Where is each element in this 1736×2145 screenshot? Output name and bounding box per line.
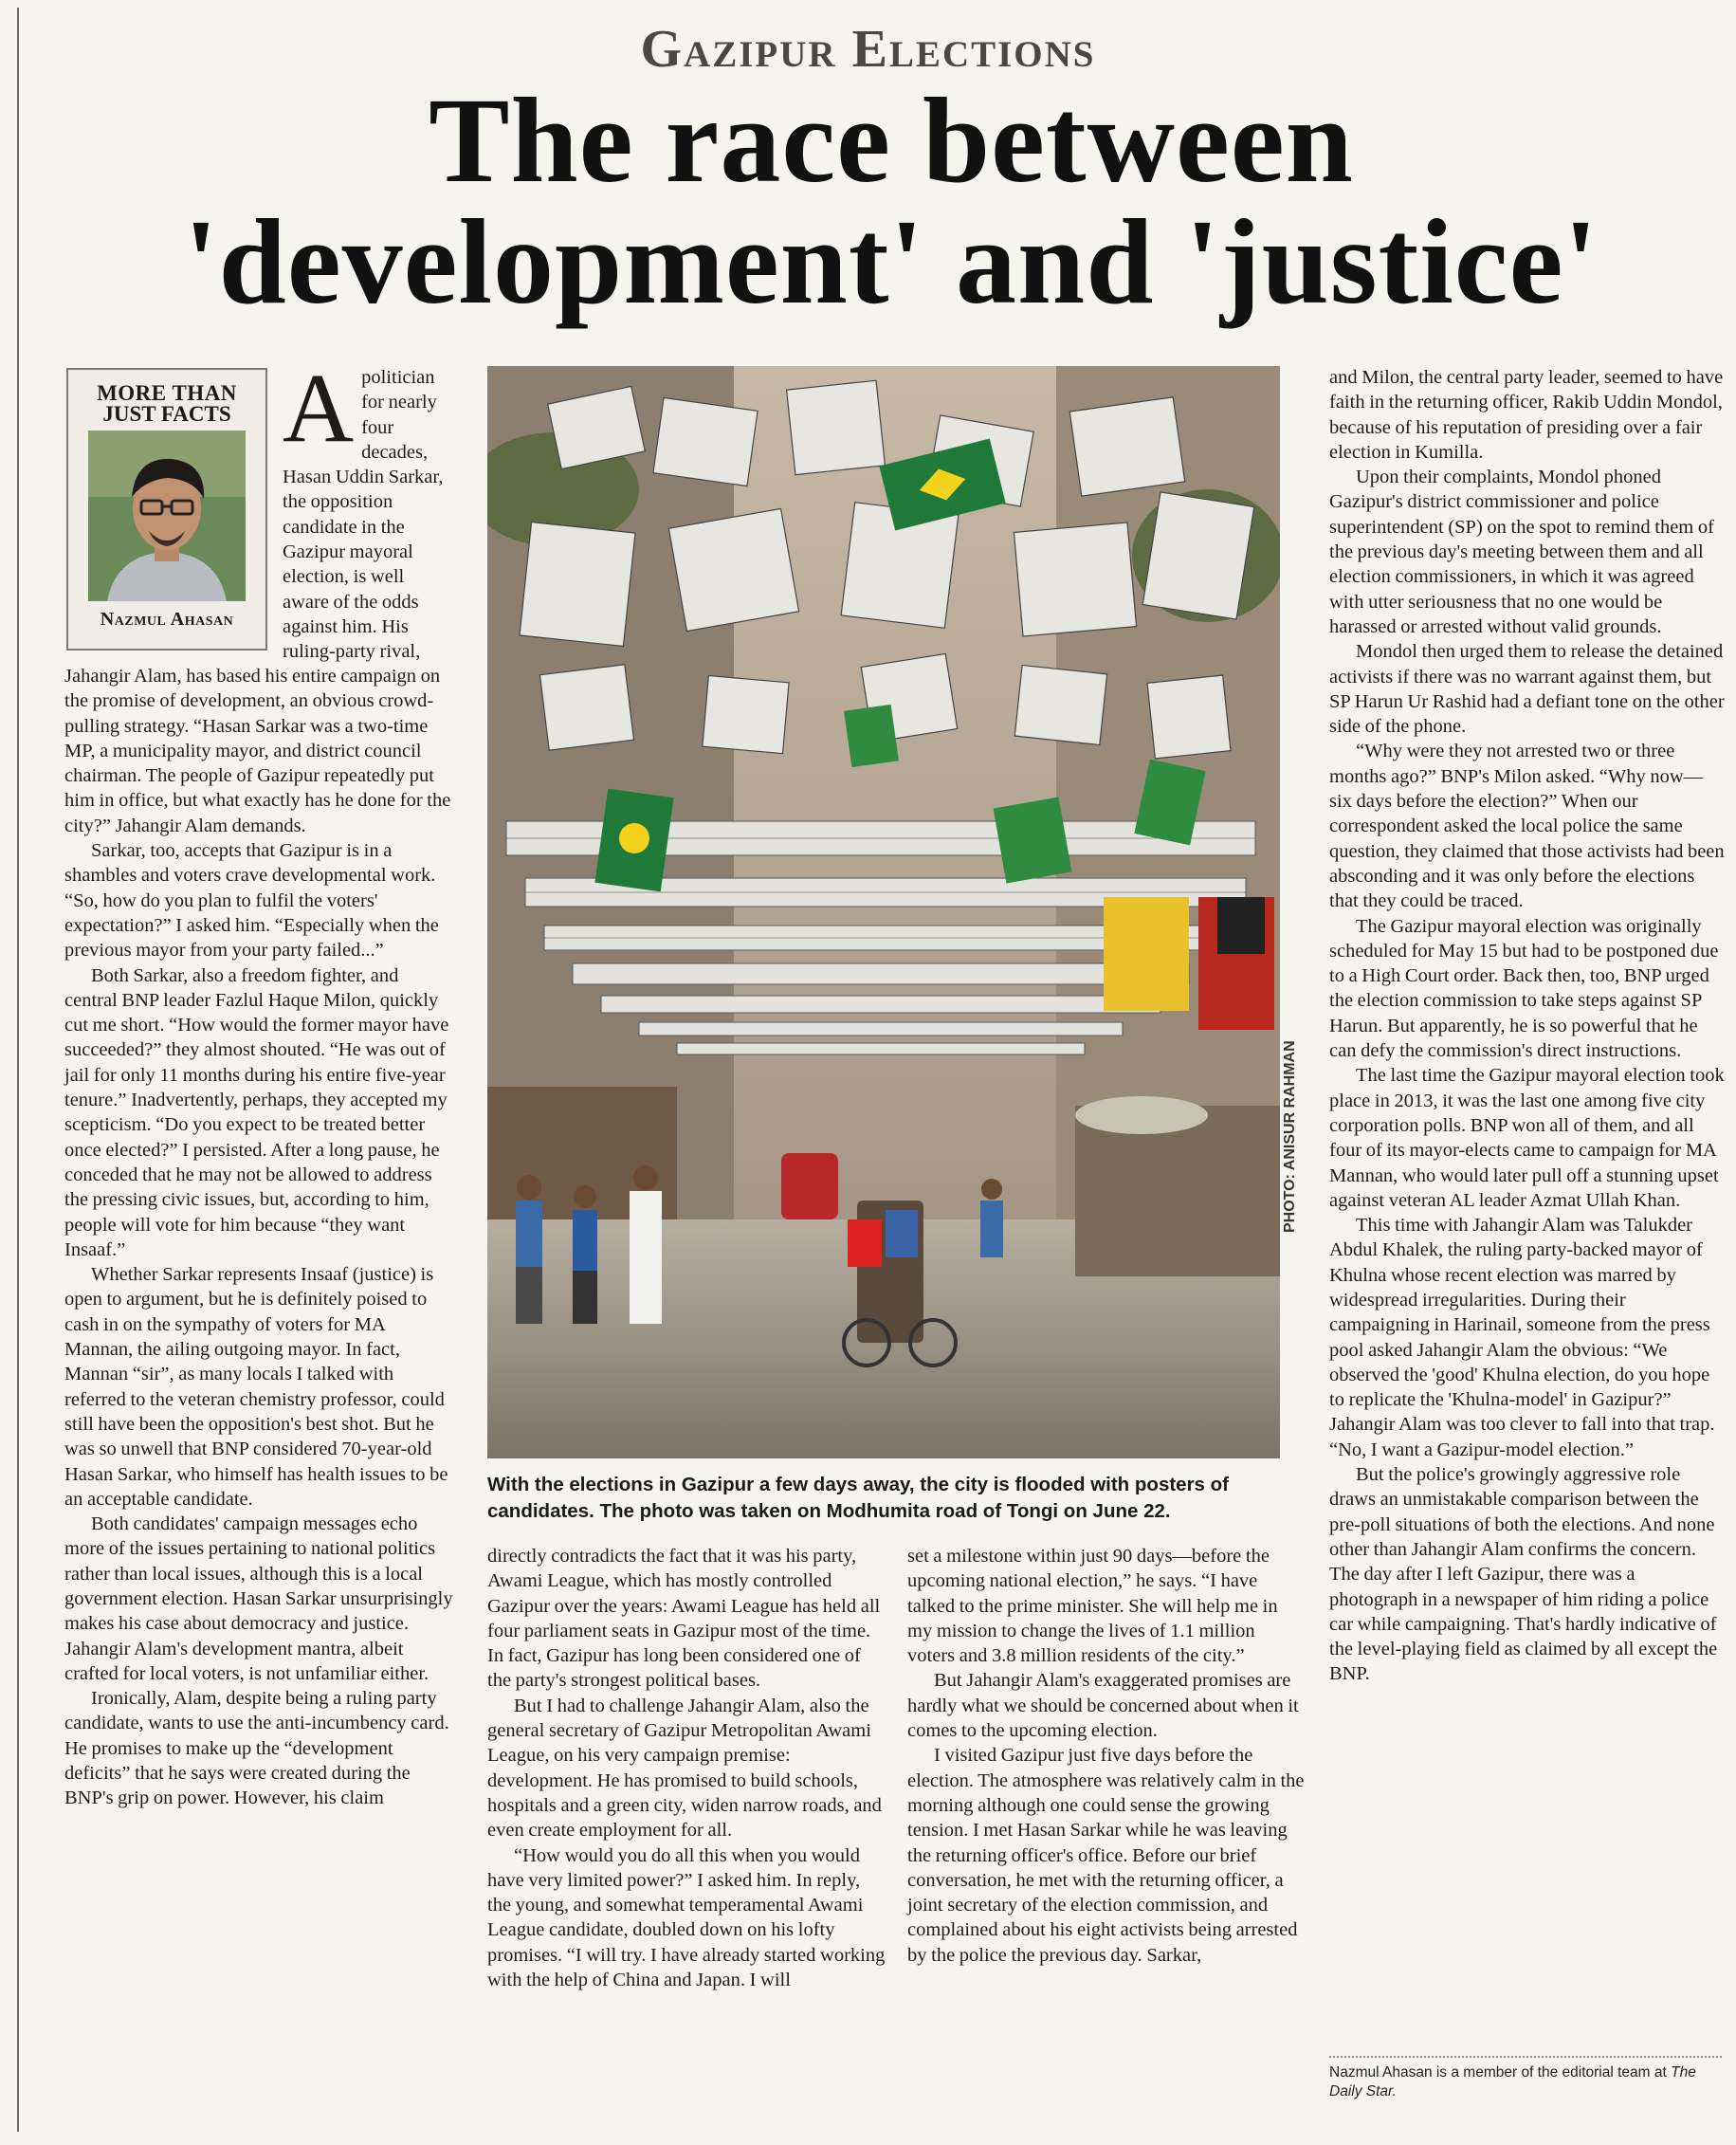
author-box bbox=[66, 368, 267, 651]
footnote-publication: The Daily Star. bbox=[1329, 2064, 1696, 2099]
author-portrait bbox=[88, 431, 246, 601]
author-footnote bbox=[1329, 2063, 1726, 2101]
article-column-4 bbox=[1329, 365, 1726, 1687]
author-tag-line-1: MORE THAN bbox=[97, 381, 237, 405]
paragraph-4: Whether Sarkar represents Insaaf (justice) is open to argument, but he is definitely poised to cash in on the sympathy of voters for MA Mannan, the ailing outgoing mayor. In fact, Mannan “sir”, as many locals I talked with referred to the veteran chemistry professor, could still have been the opposition's best shot. But he was so unwell that BNP considered 70-year-old Hasan Sarkar, who himself has health issues to be an acceptable candidate. bbox=[64, 1264, 448, 1510]
headline-line-1: The race between bbox=[429, 73, 1354, 208]
author-tag-line-2: JUST FACTS bbox=[102, 402, 231, 426]
paragraph-6: Ironically, Alam, despite being a ruling party candidate, wants to use the anti-incumbency card. He promises to make up the “development deficits” that he says were created during the BNP's grip on power. However, his claim bbox=[64, 1688, 449, 1809]
section-kicker: Gazipur Elections bbox=[640, 20, 1096, 79]
column-rule bbox=[17, 8, 19, 2132]
column-2-paragraph-3: “How would you do all this when you would have very limited power?” I asked him. In reply, the young, and somewhat temperamental Awami League candidate, doubled down on his lofty promises. “I will try. I have already started working with the help of China and Japan. I will bbox=[487, 1844, 886, 1991]
column-4-paragraph-5: The Gazipur mayoral election was originally scheduled for May 15 but had to be postponed due to a High Court order. Back then, too, BNP urged the election commission to take steps against SP Harun. But apparently, he is so powerful that he can defy the commission's direct instructions. bbox=[1329, 915, 1719, 1062]
column-2-paragraph-1: directly contradicts the fact that it was his party, Awami League, which has mostly controlled Gazipur over the years: Awami League has held all four parliament seats in Gazipur most of the time. In fact, Gazipur has long been considered one of the party's strongest political bases. bbox=[487, 1546, 881, 1692]
column-4-paragraph-4: “Why were they not arrested two or three months ago?” BNP's Milon asked. “Why now—six days before the election?” When our correspondent asked the local police the same question, they claimed that those activists had been absconding and it was only before the elections that they could be traced. bbox=[1329, 741, 1725, 912]
article-column-1 bbox=[64, 664, 453, 1811]
column-4-paragraph-7: This time with Jahangir Alam was Talukder Abdul Khalek, the ruling party-backed mayor of Khulna whose recent election was marred by widespread irregularities. During their campaigning in Harinail, someone from the press pool asked Jahangir Alam the obvious: “We observed the 'good' Khulna election, do you hope to replicate the 'Khulna-model' in Gazipur?” Jahangir Alam was too clever to fall into that trap. “No, I want a Gazipur-model election.” bbox=[1329, 1215, 1715, 1460]
column-4-paragraph-6: The last time the Gazipur mayoral election took place in 2013, it was the last one among five city corporation polls. BNP won all of them, and all four of its mayor-elects came to campaign for MA Mannan, who would later pull off a stunning upset against veteran AL leader Azmat Ullah Khan. bbox=[1329, 1065, 1725, 1211]
column-4-paragraph-8: But the police's growingly aggressive role draws an unmistakable comparison between the pre-poll situations of both the elections. And none other than Jahangir Alam confirms the concern. The day after I left Gazipur, there was a photograph in a newspaper of him riding a police car while campaigning. That's hardly indicative of the level-playing field as claimed by all except the BNP. bbox=[1329, 1464, 1718, 1685]
column-4-paragraph-3: Mondol then urged them to release the detained activists if there was no warrant against them, but SP Harun Ur Rashid had a defiant tone on the other side of the phone. bbox=[1329, 641, 1725, 738]
column-4-paragraph-1: and Milon, the central party leader, seemed to have faith in the returning officer, Rakib Uddin Mondol, because of his reputation of presiding over a fair election in Kumilla. bbox=[1329, 367, 1724, 463]
photo-credit: PHOTO: ANISUR RAHMAN bbox=[1282, 1040, 1298, 1233]
column-3-paragraph-2: But Jahangir Alam's exaggerated promises are hardly what we should be concerned about when it comes to the upcoming election. bbox=[907, 1670, 1299, 1742]
footnote-text: Nazmul Ahasan is a member of the editorial team at bbox=[1329, 2064, 1667, 2081]
article-column-2 bbox=[487, 1544, 886, 1992]
article-column-3 bbox=[907, 1544, 1306, 1968]
column-3-paragraph-1: set a milestone within just 90 days—before the upcoming national election,” he says. “I have talked to the prime minister. She will help me in my mission to change the lives of 1.1 million voters and 3.8 million residents of the city.” bbox=[907, 1546, 1278, 1667]
paragraph-1-end: Jahangir Alam, has based his entire campaign on the promise of development, an obvious crowd-pulling strategy. “Hasan Sarkar was a two-time MP, a municipality mayor, and district council chairman. The people of Gazipur repeatedly put him in office, but what exactly has he done for the city?” Jahangir Alam demands. bbox=[64, 666, 451, 836]
article-column-1-top bbox=[283, 354, 453, 665]
footer-divider bbox=[1329, 2056, 1722, 2058]
paragraph-5: Both candidates' campaign messages echo more of the issues pertaining to national politics rather than local issues, although this is a local government election. Hasan Sarkar unsurprisingly makes his case about democracy and justice. Jahangir Alam's development mantra, albeit crafted for local voters, is not unfamiliar either. bbox=[64, 1513, 453, 1684]
paragraph-2: Sarkar, too, accepts that Gazipur is in a shambles and voters crave developmental work. “So, how do you plan to fulfil the voters' expectation?” I asked him. “Especially when the previous mayor from your party failed...” bbox=[64, 840, 439, 962]
column-2-paragraph-2: But I had to challenge Jahangir Alam, also the general secretary of Gazipur Metropolitan Awami League, on his very campaign premise: development. He has promised to build schools, hospitals and a green city, widen narrow roads, and even create employment for all. bbox=[487, 1695, 882, 1842]
paragraph-1-start: politician for nearly four decades, Hasan Uddin Sarkar, the opposition candidate in the Gazipur mayoral election, is well aware of the odds against him. His ruling-party rival, bbox=[283, 367, 444, 663]
drop-cap: A bbox=[283, 354, 355, 463]
author-name: Nazmul Ahasan bbox=[100, 609, 234, 630]
column-4-paragraph-2: Upon their complaints, Mondol phoned Gazipur's district commissioner and police superintendent (SP) on the spot to remind them of the previous day's meeting between them and all election commissioners, in which it was agreed with utter seriousness that no one would be harassed or arrested without valid grounds. bbox=[1329, 467, 1714, 637]
headline-line-2: 'development' and 'justice' bbox=[184, 194, 1599, 329]
street-poster-photo bbox=[487, 366, 1280, 1458]
photo-caption: With the elections in Gazipur a few days away, the city is flooded with posters of candidates. The photo was taken on Modhumita road of Tongi on June 22. bbox=[487, 1474, 1229, 1522]
paragraph-3: Both Sarkar, also a freedom fighter, and central BNP leader Fazlul Haque Milon, quickly cut me short. “How would the former mayor have succeeded?” they almost shouted. “He was out of jail for only 11 months during his entire five-year tenure.” Inadvertently, perhaps, they accepted my scepticism. “Do you expect to be treated better once elected?” I persisted. After a long pause, he conceded that he may not be allowed to address the pressing civic issues, but, according to him, people will vote for him because “they want Insaaf.” bbox=[64, 964, 449, 1260]
headline bbox=[57, 73, 1726, 329]
column-3-paragraph-3: I visited Gazipur just five days before the election. The atmosphere was relatively calm in the morning although one could sense the growing tension. I met Hasan Sarkar while he was leaving the returning officer's office. Before our brief conversation, he met with the returning officer, a joint secretary of the election commission, and complained about his eight activists being arrested by the police the previous day. Sarkar, bbox=[907, 1745, 1305, 1966]
